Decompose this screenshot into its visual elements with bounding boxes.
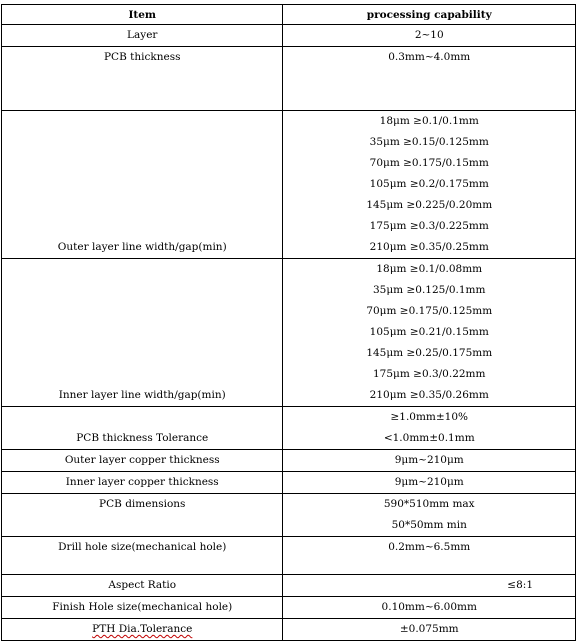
table-row — [2, 47, 576, 111]
row-label: PTH Dia.Tolerance — [2, 619, 283, 641]
capability-table — [1, 4, 576, 641]
table-row — [2, 111, 576, 259]
table-row — [2, 450, 576, 472]
row-value: 18μm ≥0.1/0.1mm 35μm ≥0.15/0.125mm 70μm ≥0.175/0.15mm 105μm ≥0.2/0.175mm 145μm ≥0.225/0.20mm 175μm ≥0.3/0.225mm 210μm ≥0.35/0.25mm — [283, 111, 576, 259]
table-row — [2, 472, 576, 494]
row-label: Outer layer copper thickness — [2, 450, 283, 472]
row-value: 9μm~210μm — [283, 472, 576, 494]
table-row — [2, 597, 576, 619]
table-row — [2, 494, 576, 537]
table-row — [2, 407, 576, 450]
row-label: PCB thickness Tolerance — [2, 407, 283, 450]
row-value: 0.3mm~4.0mm — [283, 47, 576, 111]
row-label: Layer — [2, 25, 283, 47]
row-label: Aspect Ratio — [2, 575, 283, 597]
row-value: ≤8:1 — [283, 575, 576, 597]
row-label: Finish Hole size(mechanical hole) — [2, 597, 283, 619]
table-header-row — [2, 5, 576, 25]
table-row — [2, 619, 576, 641]
row-value: 0.10mm~6.00mm — [283, 597, 576, 619]
row-label: PCB dimensions — [2, 494, 283, 537]
table-row — [2, 25, 576, 47]
row-value: ±0.075mm — [283, 619, 576, 641]
table-row — [2, 259, 576, 407]
row-value: 9μm~210μm — [283, 450, 576, 472]
table-row — [2, 575, 576, 597]
row-label: Drill hole size(mechanical hole) — [2, 537, 283, 575]
header-capability: processing capability — [283, 5, 576, 25]
header-item: Item — [2, 5, 283, 25]
row-label: PCB thickness — [2, 47, 283, 111]
table-row — [2, 537, 576, 575]
row-value: 590*510mm max 50*50mm min — [283, 494, 576, 537]
row-label: Outer layer line width/gap(min) — [2, 111, 283, 259]
row-value: 18μm ≥0.1/0.08mm 35μm ≥0.125/0.1mm 70μm ≥0.175/0.125mm 105μm ≥0.21/0.15mm 145μm ≥0.25/0.175mm 175μm ≥0.3/0.22mm 210μm ≥0.35/0.26mm — [283, 259, 576, 407]
row-value: ≥1.0mm±10% <1.0mm±0.1mm — [283, 407, 576, 450]
row-label: Inner layer line width/gap(min) — [2, 259, 283, 407]
row-value: 2~10 — [283, 25, 576, 47]
row-value: 0.2mm~6.5mm — [283, 537, 576, 575]
row-label: Inner layer copper thickness — [2, 472, 283, 494]
